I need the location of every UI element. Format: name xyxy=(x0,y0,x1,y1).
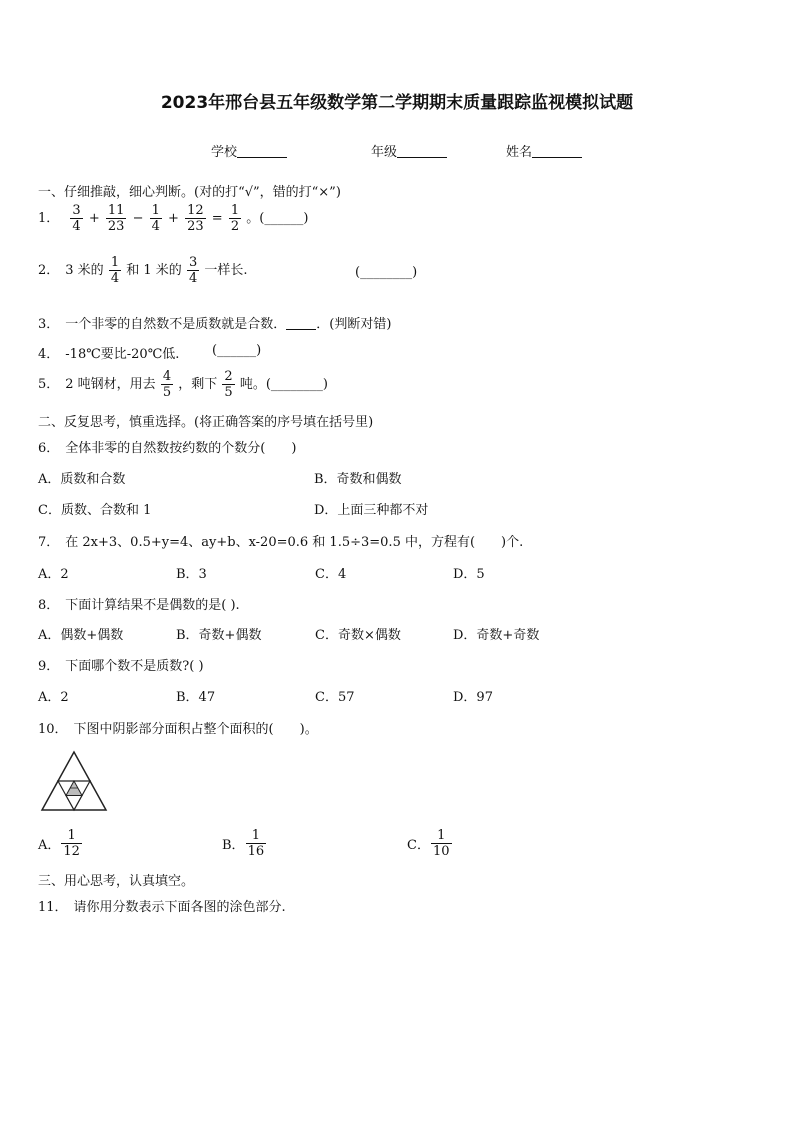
option-b[interactable]: B．奇数和偶数 xyxy=(314,472,402,487)
fraction xyxy=(185,203,206,234)
equals-sign: = xyxy=(211,211,223,226)
numerator: 1 xyxy=(67,828,76,843)
page-title: 2023年邢台县五年级数学第二学期期末质量跟踪监视模拟试题 xyxy=(160,93,634,113)
question-number: 3． xyxy=(38,317,60,332)
question-number: 11． xyxy=(38,900,68,915)
denominator: 2 xyxy=(230,219,240,234)
answer-blank[interactable] xyxy=(286,317,316,330)
answer-blank[interactable]: (______) xyxy=(212,343,262,358)
question-number: 1． xyxy=(38,211,60,226)
school-label: 学校 xyxy=(211,145,238,160)
name-blank[interactable] xyxy=(532,144,582,158)
question-text: 和 1 米的 xyxy=(126,263,182,278)
option-d[interactable]: D．97 xyxy=(453,690,493,705)
option-b[interactable]: B．奇数+偶数 xyxy=(176,628,262,643)
fraction xyxy=(70,203,82,234)
denominator: 16 xyxy=(247,844,265,859)
numerator: 3 xyxy=(188,255,198,270)
numerator: 3 xyxy=(72,203,81,218)
numerator: 2 xyxy=(224,369,233,384)
denominator: 10 xyxy=(432,844,450,859)
option-a[interactable]: A．质数和合数 xyxy=(38,472,126,487)
question-11 xyxy=(38,896,286,915)
denominator: 5 xyxy=(162,385,172,400)
question-5 xyxy=(38,369,328,400)
fraction xyxy=(106,203,127,234)
option-label: C． xyxy=(407,838,430,853)
question-text: 请你用分数表示下面各图的涂色部分. xyxy=(73,900,286,915)
question-text: -18℃要比-20℃低. xyxy=(65,347,180,362)
question-10 xyxy=(38,718,318,737)
denominator: 5 xyxy=(224,385,233,400)
numerator: 1 xyxy=(151,203,160,218)
denominator: 4 xyxy=(188,271,198,286)
triangle-figure xyxy=(40,750,108,812)
numerator: 1 xyxy=(437,828,446,843)
question-text: ，剩下 xyxy=(178,377,218,392)
numerator: 11 xyxy=(107,203,125,218)
option-label: B． xyxy=(222,838,245,853)
option-c[interactable]: C．奇数×偶数 xyxy=(315,628,401,643)
fraction xyxy=(187,255,199,286)
section-2-heading: 二、反复思考，慎重选择。(将正确答案的序号填在括号里) xyxy=(38,415,374,430)
numerator: 1 xyxy=(110,255,120,270)
numerator: 1 xyxy=(230,203,240,218)
question-number: 6． xyxy=(38,441,60,456)
question-1 xyxy=(38,203,308,234)
fraction xyxy=(222,369,234,400)
question-number: 4． xyxy=(38,347,60,362)
question-text: 下图中阴影部分面积占整个面积的( )。 xyxy=(73,722,318,737)
fraction xyxy=(246,828,267,859)
denominator: 4 xyxy=(151,219,160,234)
question-number: 10． xyxy=(38,722,68,737)
option-label: A． xyxy=(38,838,61,853)
grade-blank[interactable] xyxy=(397,144,447,158)
option-d[interactable]: D．奇数+奇数 xyxy=(453,628,540,643)
question-4 xyxy=(38,343,179,362)
option-c[interactable]: C．57 xyxy=(315,690,355,705)
option-b[interactable]: B．3 xyxy=(176,567,207,582)
fraction xyxy=(431,828,452,859)
question-text: 在 2x+3、0.5+y=4、ay+b、x-20=0.6 和 1.5÷3=0.5 中，方程有( )个. xyxy=(65,535,524,550)
question-6 xyxy=(38,437,296,456)
question-text: 下面计算结果不是偶数的是( ). xyxy=(65,598,240,613)
denominator: 12 xyxy=(63,844,80,859)
question-2 xyxy=(38,255,248,286)
question-text: 一样长. xyxy=(204,263,248,278)
option-a[interactable]: A．偶数+偶数 xyxy=(38,628,124,643)
question-text: 全体非零的自然数按约数的个数分( ) xyxy=(65,441,297,456)
option-c[interactable]: C．质数、合数和 1 xyxy=(38,503,152,518)
question-tail: ．(判断对错) xyxy=(316,317,392,332)
question-number: 5． xyxy=(38,377,60,392)
numerator: 12 xyxy=(187,203,204,218)
fraction xyxy=(61,828,82,859)
fraction xyxy=(229,203,241,234)
question-number: 2． xyxy=(38,263,60,278)
question-9 xyxy=(38,655,204,674)
fraction xyxy=(161,369,173,400)
question-3 xyxy=(38,313,391,332)
question-number: 7． xyxy=(38,535,60,550)
grade-label: 年级 xyxy=(371,145,398,160)
option-d[interactable]: D．5 xyxy=(453,567,485,582)
name-label: 姓名 xyxy=(506,145,533,160)
option-a[interactable]: A．2 xyxy=(38,690,69,705)
school-blank[interactable] xyxy=(237,144,287,158)
denominator: 23 xyxy=(107,219,125,234)
question-8 xyxy=(38,594,240,613)
numerator: 1 xyxy=(251,828,260,843)
option-c[interactable] xyxy=(407,828,453,859)
option-b[interactable] xyxy=(222,828,267,859)
fraction xyxy=(109,255,121,286)
section-1-heading: 一、仔细推敲，细心判断。(对的打“√”，错的打“×”) xyxy=(38,185,341,200)
grade-field xyxy=(371,141,447,160)
question-number: 9． xyxy=(38,659,60,674)
option-d[interactable]: D．上面三种都不对 xyxy=(314,503,429,518)
question-text: 2 吨钢材，用去 xyxy=(65,377,156,392)
operator: + xyxy=(168,211,179,226)
question-text: 下面哪个数不是质数?( ) xyxy=(65,659,204,674)
operator: − xyxy=(132,211,144,226)
answer-blank[interactable]: 吨。(________) xyxy=(239,377,328,392)
fraction xyxy=(150,203,162,234)
name-field xyxy=(506,141,582,160)
operator: + xyxy=(88,211,100,226)
answer-blank[interactable]: (________) xyxy=(355,265,418,280)
option-a[interactable]: A．2 xyxy=(38,567,69,582)
section-3-heading: 三、用心思考，认真填空。 xyxy=(38,874,195,889)
question-7 xyxy=(38,531,523,550)
question-text: 一个非零的自然数不是质数就是合数． xyxy=(65,317,287,332)
question-number: 8． xyxy=(38,598,60,613)
option-b[interactable]: B．47 xyxy=(176,690,216,705)
option-c[interactable]: C．4 xyxy=(315,567,347,582)
answer-blank[interactable]: 。(______) xyxy=(246,211,309,226)
option-a[interactable] xyxy=(38,828,83,859)
denominator: 23 xyxy=(187,219,204,234)
denominator: 4 xyxy=(72,219,81,234)
numerator: 4 xyxy=(162,369,172,384)
denominator: 4 xyxy=(110,271,120,286)
school-field xyxy=(211,141,287,160)
question-text: 3 米的 xyxy=(65,263,104,278)
